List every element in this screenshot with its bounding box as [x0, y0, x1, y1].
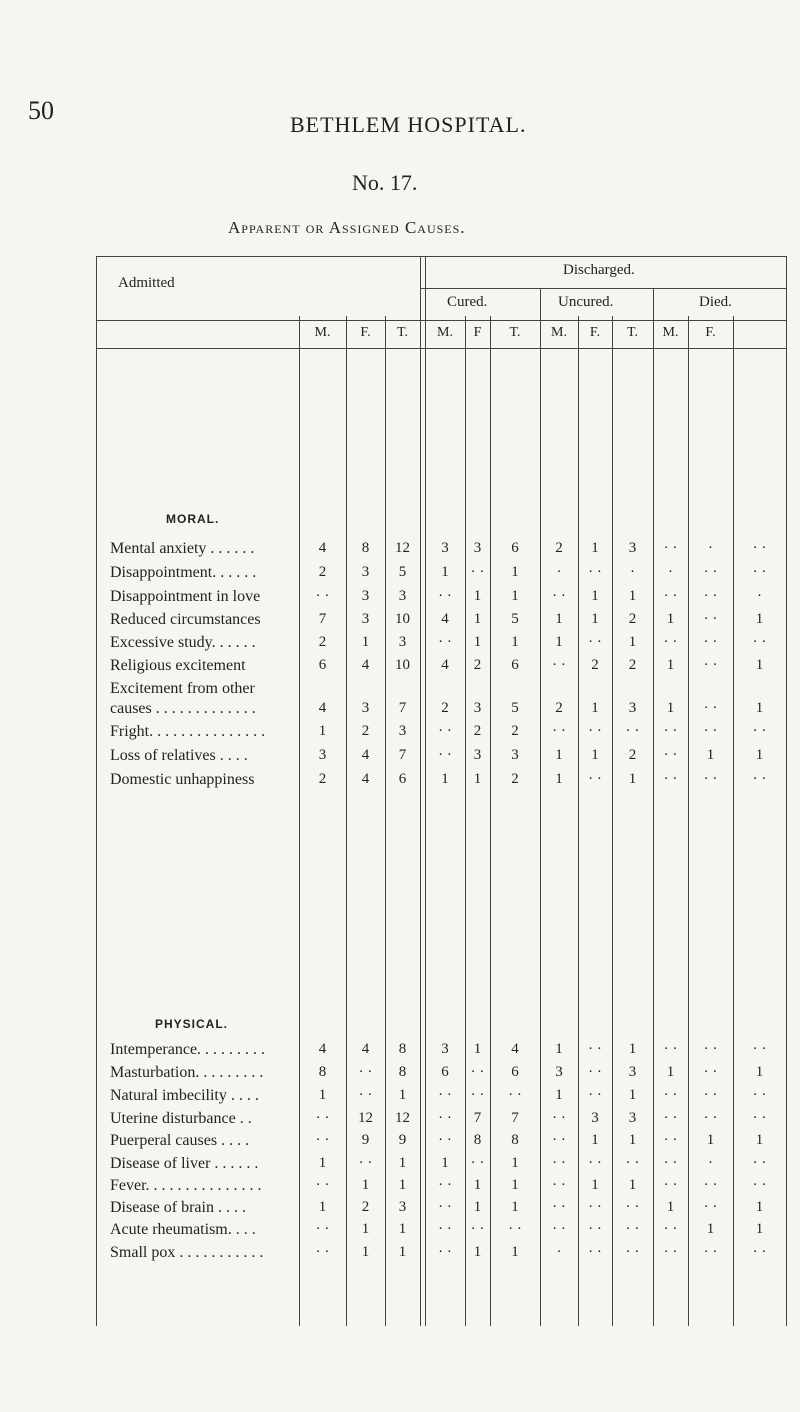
table-cell: · ·	[703, 1110, 718, 1126]
row-label: Natural imbecility . . . .	[110, 1087, 259, 1104]
table-cell: 2	[511, 771, 519, 787]
table-cell: 1	[755, 657, 764, 673]
table-cell: 1	[441, 564, 449, 580]
row-label: Puerperal causes . . . .	[110, 1132, 250, 1149]
table-cell: · ·	[438, 1244, 452, 1260]
table-cell: 2	[361, 1199, 370, 1215]
table-cell: 8	[511, 1132, 519, 1148]
table-cell: 3	[473, 540, 482, 556]
table-cell: 1	[666, 1064, 675, 1080]
table-cell: · ·	[552, 657, 566, 673]
table-cell: · ·	[752, 1041, 767, 1057]
table-cell: · ·	[470, 1087, 485, 1103]
table-cell: · ·	[703, 1244, 718, 1260]
discharged-heading: Discharged.	[563, 262, 635, 278]
table-cell: · ·	[663, 747, 678, 763]
table-cell: 1	[398, 1177, 407, 1193]
table-cell: · ·	[438, 1221, 452, 1237]
table-cell: 1	[473, 1177, 482, 1193]
table-cell: 1	[441, 1155, 449, 1171]
col-admitted-m: M.	[314, 325, 331, 340]
table-cell: 1	[591, 700, 599, 716]
table-cell: · ·	[703, 588, 718, 604]
uncured-heading: Uncured.	[558, 294, 614, 310]
table-cell: 1	[511, 564, 519, 580]
table-cell: · ·	[552, 723, 566, 739]
col-cured-f: F	[473, 325, 482, 340]
table-cell: · ·	[703, 1177, 718, 1193]
table-cell: 1	[666, 657, 675, 673]
table-cell: 2	[628, 657, 637, 673]
table-cell: 2	[441, 700, 449, 716]
table-cell: ·	[630, 564, 635, 580]
table-cell: 3	[318, 747, 327, 763]
table-cell: · ·	[663, 1221, 678, 1237]
table-cell: 1	[591, 1132, 599, 1148]
table-cell: 1	[511, 634, 519, 650]
table-cell: · ·	[315, 1110, 330, 1126]
table-cell: · ·	[552, 1132, 566, 1148]
row-label: Religious excitement	[110, 657, 246, 674]
table-cell: · ·	[438, 1177, 452, 1193]
table-cell: · ·	[703, 1041, 718, 1057]
col-uncured-f: F.	[589, 325, 601, 340]
table-cell: 2	[473, 723, 482, 739]
table-cell: · ·	[552, 1155, 566, 1171]
row-label-continued: causes . . . . . . . . . . . . .	[110, 700, 256, 717]
row-label: Reduced circumstances	[110, 611, 261, 628]
table-cell: 1	[628, 1087, 637, 1103]
table-cell: 3	[628, 700, 637, 716]
table-cell: 2	[318, 564, 327, 580]
table-cell: · ·	[752, 723, 767, 739]
table-cell: 8	[398, 1041, 407, 1057]
table-cell: 1	[555, 611, 563, 627]
table-cell: · ·	[588, 1064, 602, 1080]
table-cell: 3	[398, 588, 407, 604]
table-cell: · ·	[438, 1087, 452, 1103]
table-cell: 2	[628, 611, 637, 627]
table-cell: 2	[473, 657, 482, 673]
table-cell: 1	[666, 700, 675, 716]
table-cell: · ·	[588, 1041, 602, 1057]
table-cell: · ·	[552, 588, 566, 604]
row-label: Uterine disturbance . .	[110, 1110, 252, 1127]
table-cell: · ·	[663, 1244, 678, 1260]
table-cell: · ·	[588, 723, 602, 739]
table-cell: · ·	[703, 564, 718, 580]
row-label: Mental anxiety . . . . . .	[110, 540, 255, 557]
table-cell: 3	[511, 747, 519, 763]
table-cell: 1	[398, 1155, 407, 1171]
row-label: Disappointment in love	[110, 588, 261, 605]
table-cell: 12	[395, 1110, 410, 1126]
table-cell: · ·	[358, 1087, 373, 1103]
row-label: Loss of relatives . . . .	[110, 747, 248, 764]
table-cell: · ·	[552, 1110, 566, 1126]
table-cell: 8	[398, 1064, 407, 1080]
table-cell: 4	[361, 657, 370, 673]
table-cell: · ·	[752, 540, 767, 556]
table-cell: · ·	[315, 1244, 330, 1260]
table-cell: 6	[511, 657, 519, 673]
table-cell: · ·	[663, 1177, 678, 1193]
table-cell: 1	[755, 1221, 764, 1237]
physical-heading: PHYSICAL.	[155, 1017, 229, 1031]
table-cell: 4	[361, 747, 370, 763]
table-cell: 1	[666, 611, 675, 627]
row-label: Acute rheumatism. . . .	[110, 1221, 256, 1238]
table-cell: 4	[361, 1041, 370, 1057]
table-cell: 8	[361, 540, 370, 556]
table-cell: 3	[628, 1110, 637, 1126]
table-cell: 8	[473, 1132, 482, 1148]
table-cell: 1	[511, 1244, 519, 1260]
table-cell: · ·	[703, 723, 718, 739]
table-cell: 10	[395, 657, 410, 673]
table-cell: 3	[473, 700, 482, 716]
col-cured-t: T.	[509, 325, 521, 340]
table-cell: · ·	[470, 1155, 485, 1171]
table-cell: 1	[706, 747, 715, 763]
table-cell: 3	[555, 1064, 563, 1080]
table-cell: 1	[511, 1177, 519, 1193]
table-cell: 4	[441, 657, 449, 673]
table-cell: 1	[755, 700, 764, 716]
moral-heading: MORAL.	[166, 512, 220, 526]
table-cell: 3	[398, 723, 407, 739]
table-cell: ·	[708, 1155, 713, 1171]
table-cell: 1	[441, 771, 449, 787]
table-cell: 1	[755, 1132, 764, 1148]
table-cell: 1	[591, 588, 599, 604]
col-admitted-f: F.	[360, 325, 371, 340]
table-cell: 3	[398, 634, 407, 650]
table-cell: 1	[318, 1087, 327, 1103]
table-cell: 9	[398, 1132, 407, 1148]
table-cell: · ·	[752, 771, 767, 787]
table-cell: 5	[511, 611, 519, 627]
table-cell: 3	[628, 540, 637, 556]
row-label: Intemperance. . . . . . . . .	[110, 1041, 266, 1058]
table-cell: 1	[628, 1132, 637, 1148]
table-cell: 1	[318, 1199, 327, 1215]
table-cell: · ·	[470, 564, 485, 580]
table-cell: · ·	[663, 588, 678, 604]
table-cell: 10	[395, 611, 410, 627]
table-cell: 1	[361, 634, 370, 650]
row-label: Fever. . . . . . . . . . . . . . .	[110, 1177, 262, 1194]
table-cell: 6	[398, 771, 407, 787]
table-cell: ·	[757, 588, 762, 604]
table-cell: 1	[473, 588, 482, 604]
col-died-f: F.	[705, 325, 716, 340]
table-cell: · ·	[663, 540, 678, 556]
table-cell: 6	[511, 1064, 519, 1080]
table-cell: 1	[555, 1087, 563, 1103]
table-cell: · ·	[703, 657, 718, 673]
table-cell: · ·	[315, 1177, 330, 1193]
table-cell: 2	[318, 771, 327, 787]
table-cell: · ·	[438, 747, 452, 763]
table-cell: 1	[555, 771, 563, 787]
table-cell: 3	[441, 1041, 449, 1057]
table-cell: · ·	[663, 1110, 678, 1126]
row-label: Disease of brain . . . .	[110, 1199, 246, 1216]
table-cell: 1	[398, 1087, 407, 1103]
table-cell: ·	[708, 540, 713, 556]
table-cell: · ·	[625, 1155, 640, 1171]
table-cell: 1	[706, 1132, 715, 1148]
table-cell: 1	[473, 1244, 482, 1260]
table-cell: 1	[666, 1199, 675, 1215]
table-cell: · ·	[752, 1087, 767, 1103]
table-cell: 1	[591, 611, 599, 627]
table-cell: · ·	[358, 1155, 373, 1171]
row-label: Excessive study. . . . . .	[110, 634, 256, 651]
table-cell: 6	[441, 1064, 449, 1080]
table-cell: 1	[361, 1244, 370, 1260]
table-cell: · ·	[438, 634, 452, 650]
table-cell: 7	[398, 747, 407, 763]
running-head: BETHLEM HOSPITAL.	[290, 112, 527, 137]
table-cell: · ·	[663, 1132, 678, 1148]
table-cell: · ·	[703, 1064, 718, 1080]
table-cell: 1	[473, 634, 482, 650]
table-cell: · ·	[752, 634, 767, 650]
table-cell: · ·	[438, 1199, 452, 1215]
table-subtitle: Apparent or Assigned Causes.	[228, 218, 466, 237]
table-cell: 1	[473, 611, 482, 627]
table-cell: · ·	[552, 1177, 566, 1193]
table-cell: 9	[361, 1132, 370, 1148]
table-cell: 1	[755, 747, 764, 763]
table-title: No. 17.	[352, 170, 418, 195]
table-cell: 4	[511, 1041, 519, 1057]
table-cell: · ·	[470, 1064, 485, 1080]
table-cell: 1	[511, 588, 519, 604]
table-cell: 4	[318, 1041, 327, 1057]
table-cell: 1	[398, 1244, 407, 1260]
table-cell: 1	[511, 1199, 519, 1215]
table-cell: 1	[628, 588, 637, 604]
table-cell: 4	[441, 611, 449, 627]
table-cell: 1	[398, 1221, 407, 1237]
table-cell: · ·	[703, 634, 718, 650]
table-cell: 8	[318, 1064, 327, 1080]
col-died-m: M.	[662, 325, 679, 340]
table-cell: 1	[511, 1155, 519, 1171]
table-cell: 2	[511, 723, 519, 739]
table-cell: · ·	[588, 771, 602, 787]
table-cell: · ·	[438, 1132, 452, 1148]
table-cell: · ·	[752, 1244, 767, 1260]
table-cell: 7	[511, 1110, 519, 1126]
table-cell: ·	[556, 1244, 562, 1260]
table-cell: · ·	[588, 1087, 602, 1103]
table-cell: ·	[668, 564, 673, 580]
table-cell: 1	[591, 747, 599, 763]
table-cell: 1	[361, 1221, 370, 1237]
table-cell: · ·	[752, 1110, 767, 1126]
table-cell: 3	[591, 1110, 599, 1126]
table-cell: 1	[361, 1177, 370, 1193]
table-cell: · ·	[315, 1221, 330, 1237]
row-label: Small pox . . . . . . . . . . .	[110, 1244, 264, 1261]
table-cell: · ·	[315, 1132, 330, 1148]
table-cell: · ·	[588, 564, 602, 580]
table-cell: ·	[556, 564, 562, 580]
table-cell: 1	[628, 634, 637, 650]
table-cell: 6	[318, 657, 327, 673]
table-cell: 1	[555, 634, 563, 650]
row-label: Excitement from other	[110, 680, 255, 697]
table-cell: · ·	[703, 611, 718, 627]
table-cell: · ·	[438, 588, 452, 604]
table-cell: 7	[398, 700, 407, 716]
table-cell: · ·	[315, 588, 330, 604]
table-cell: · ·	[470, 1221, 485, 1237]
table-cell: 1	[755, 1199, 764, 1215]
table-cell: 3	[361, 700, 370, 716]
table-cell: 2	[628, 747, 637, 763]
table-cell: · ·	[663, 1041, 678, 1057]
table-cell: · ·	[438, 723, 452, 739]
table-cell: · ·	[438, 1110, 452, 1126]
table-cell: · ·	[625, 1244, 640, 1260]
table-cell: · ·	[752, 564, 767, 580]
table-cell: 12	[358, 1110, 373, 1126]
table-cell: 3	[628, 1064, 637, 1080]
col-uncured-t: T.	[626, 325, 638, 340]
table-cell: 3	[361, 611, 370, 627]
table-cell: 3	[398, 1199, 407, 1215]
table-cell: · ·	[358, 1064, 373, 1080]
table-cell: 4	[361, 771, 370, 787]
table-cell: 6	[511, 540, 519, 556]
table-cell: 1	[755, 611, 764, 627]
table-cell: 4	[318, 700, 327, 716]
table-cell: · ·	[703, 1199, 718, 1215]
table-cell: · ·	[588, 634, 602, 650]
table-cell: 2	[361, 723, 370, 739]
table-cell: · ·	[703, 771, 718, 787]
table-cell: 7	[473, 1110, 482, 1126]
col-admitted-t: T.	[396, 325, 408, 340]
table-cell: · ·	[625, 1221, 640, 1237]
table-cell: · ·	[752, 1155, 767, 1171]
table-cell: 4	[318, 540, 327, 556]
table-cell: 1	[318, 1155, 327, 1171]
table-cell: · ·	[588, 1221, 602, 1237]
table-cell: 3	[473, 747, 482, 763]
table-cell: 2	[591, 657, 599, 673]
table-cell: 7	[318, 611, 327, 627]
table-cell: 1	[318, 723, 327, 739]
table-cell: 12	[395, 540, 410, 556]
row-label: Masturbation. . . . . . . . .	[110, 1064, 264, 1081]
row-label: Domestic unhappiness	[110, 771, 255, 788]
table-cell: · ·	[588, 1155, 602, 1171]
table-cell: 1	[755, 1064, 764, 1080]
table-cell: · ·	[588, 1244, 602, 1260]
table-cell: · ·	[552, 1199, 566, 1215]
admitted-heading: Admitted	[118, 275, 175, 291]
table-cell: · ·	[508, 1087, 522, 1103]
table-cell: 1	[706, 1221, 715, 1237]
table-cell: 2	[318, 634, 327, 650]
table-cell: 1	[628, 771, 637, 787]
table-cell: 1	[473, 1041, 482, 1057]
page-number: 50	[28, 96, 54, 125]
table-cell: 5	[398, 564, 407, 580]
table-cell: 1	[473, 1199, 482, 1215]
table-cell: · ·	[663, 1155, 678, 1171]
col-uncured-m: M.	[551, 325, 567, 340]
table-cell: · ·	[663, 723, 678, 739]
table-cell: · ·	[663, 771, 678, 787]
table-cell: · ·	[625, 1199, 640, 1215]
table-cell: · ·	[703, 700, 718, 716]
table-cell: 1	[628, 1177, 637, 1193]
table-cell: 3	[361, 564, 370, 580]
table-cell: 1	[628, 1041, 637, 1057]
col-cured-m: M.	[437, 325, 453, 340]
table-cell: · ·	[752, 1177, 767, 1193]
table-cell: 1	[591, 540, 599, 556]
table-cell: 1	[473, 771, 482, 787]
table-cell: · ·	[552, 1221, 566, 1237]
died-heading: Died.	[699, 294, 732, 310]
table-cell: 1	[555, 747, 563, 763]
table-cell: 1	[555, 1041, 563, 1057]
table-cell: 2	[555, 540, 563, 556]
table-cell: · ·	[625, 723, 640, 739]
row-label: Disease of liver . . . . . .	[110, 1155, 259, 1172]
cured-heading: Cured.	[447, 294, 488, 310]
table-cell: · ·	[703, 1087, 718, 1103]
table-cell: 3	[361, 588, 370, 604]
table-cell: 1	[591, 1177, 599, 1193]
row-label: Fright. . . . . . . . . . . . . . .	[110, 723, 266, 740]
row-label: Disappointment. . . . . .	[110, 564, 257, 581]
table-cell: 5	[511, 700, 519, 716]
table-cell: · ·	[588, 1199, 602, 1215]
table-cell: 3	[441, 540, 449, 556]
table-cell: · ·	[663, 634, 678, 650]
table-cell: · ·	[508, 1221, 522, 1237]
table-cell: · ·	[663, 1087, 678, 1103]
table-cell: 2	[555, 700, 563, 716]
